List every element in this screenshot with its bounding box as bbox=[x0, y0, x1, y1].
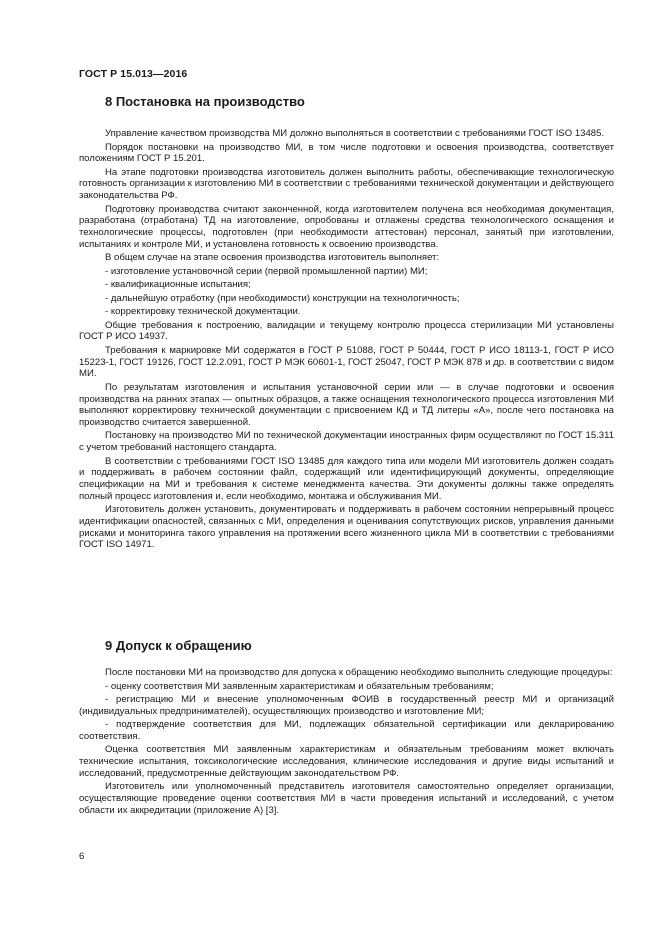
section-8-body bbox=[79, 128, 614, 553]
list-item: - изготовление установочной серии (первой промышленной партии) МИ; bbox=[105, 265, 428, 277]
paragraph: Порядок постановки на производство МИ, в том числе подготовки и освоения производства, соответствует положениям ГОСТ Р 15.201. bbox=[79, 141, 614, 165]
paragraph: По результатам изготовления и испытания установочной серии или — в случае подготовки и освоения производства на ранних этапах — опытных образцов, а также оснащения технологического процесса изготовления МИ выполняют корректировку технической документации с присвоением КД и ТД литеры «А», после чего постановка на производство считается завершенной. bbox=[79, 381, 614, 428]
list-item: - оценку соответствия МИ заявленным характеристикам и обязательным требованиям; bbox=[105, 680, 494, 692]
standard-header: ГОСТ Р 15.013—2016 bbox=[79, 68, 188, 80]
paragraph: В общем случае на этапе освоения производства изготовитель выполняет: bbox=[105, 252, 440, 264]
paragraph: Изготовитель должен установить, документировать и поддерживать в рабочем состоянии непрерывный процесс идентификации опасностей, связанных с МИ, определения и оценивания сопутствующих рисков, управления данными рисками и мониторинга такого управления на протяжении всего жизненного цикла МИ в соответствии с требованиями ГОСТ ISO 14971. bbox=[79, 504, 614, 551]
paragraph: Требования к маркировке МИ содержатся в ГОСТ Р 51088, ГОСТ Р 50444, ГОСТ Р ИСО 18113-1, ГОСТ Р ИСО 15223-1, ГОСТ 19126, ГОСТ 12.2.091, ГОСТ Р МЭК 60601-1, ГОСТ 25047, ГОСТ Р МЭК 878 и др. в соответствии с видом МИ. bbox=[79, 344, 614, 380]
paragraph: Изготовитель или уполномоченный представитель изготовителя самостоятельно определяет организации, осуществляющие проведение оценки соответствия МИ в части проведения испытаний и исследований, с учетом области их аккредитации (приложение А) [3]. bbox=[79, 781, 614, 816]
page-number: 6 bbox=[79, 851, 85, 862]
paragraph: Подготовку производства считают законченной, когда изготовителем получена вся необходимая документация, разработана (отработана) ТД на изготовление, опробованы и отлажены средства технологического оснащения и технологические процессы, подготовлен (при необходимости аттестован) персонал, занятый при изготовлении, испытаниях и контроле МИ, и установлена готовность к освоению производства. bbox=[79, 203, 614, 250]
paragraph: В соответствии с требованиями ГОСТ ISO 13485 для каждого типа или модели МИ изготовитель должен создать и поддерживать в рабочем состоянии файл, содержащий или идентифицирующий документы, определяющие спецификации на МИ и требования к системе менеджмента качества. Эти документы должны также определять полный процесс изготовления и, если необходимо, монтажа и обслуживания МИ. bbox=[79, 455, 614, 502]
list-item: - подтверждение соответствия для МИ, подлежащих обязательной сертификации или декларированию соответствия. bbox=[79, 719, 614, 742]
list-item: - корректировку технической документации. bbox=[105, 306, 301, 318]
list-item: - квалификационные испытания; bbox=[105, 279, 251, 291]
list-item: - дальнейшую отработку (при необходимости) конструкции на технологичность; bbox=[105, 292, 460, 304]
paragraph: Постановку на производство МИ по технической документации иностранных фирм осуществляют по ГОСТ 15.311 с учетом требований настоящего стандарта. bbox=[79, 430, 614, 454]
paragraph: На этапе подготовки производства изготовитель должен выполнить работы, обеспечивающие технологическую готовность организации к изготовлению МИ в соответствии с требованиями технической документации и действующего законодательства РФ. bbox=[79, 166, 614, 202]
section-9-title: 9 Допуск к обращению bbox=[105, 638, 252, 653]
paragraph: После постановки МИ на производство для допуска к обращению необходимо выполнить следующие процедуры: bbox=[105, 667, 613, 678]
list-item: - регистрацию МИ и внесение уполномоченным ФОИВ в государственный реестр МИ и организаций (индивидуальных предпринимателей), осуществляющих производство и изготовление МИ; bbox=[79, 694, 614, 717]
paragraph: Общие требования к построению, валидации и текущему контролю процесса стерилизации МИ установлены ГОСТ Р ИСО 14937. bbox=[79, 319, 614, 343]
section-8-title: 8 Постановка на производство bbox=[105, 94, 305, 109]
paragraph: Управление качеством производства МИ должно выполняться в соответствии с требованиями ГОСТ ISO 13485. bbox=[105, 128, 605, 139]
section-9-body bbox=[79, 667, 614, 818]
paragraph: Оценка соответствия МИ заявленным характеристикам и обязательным требованиям может включать технические испытания, токсикологические исследования, клинические исследования и другие виды испытаний и исследований, предусмотренные действующим законодательством РФ. bbox=[79, 744, 614, 779]
